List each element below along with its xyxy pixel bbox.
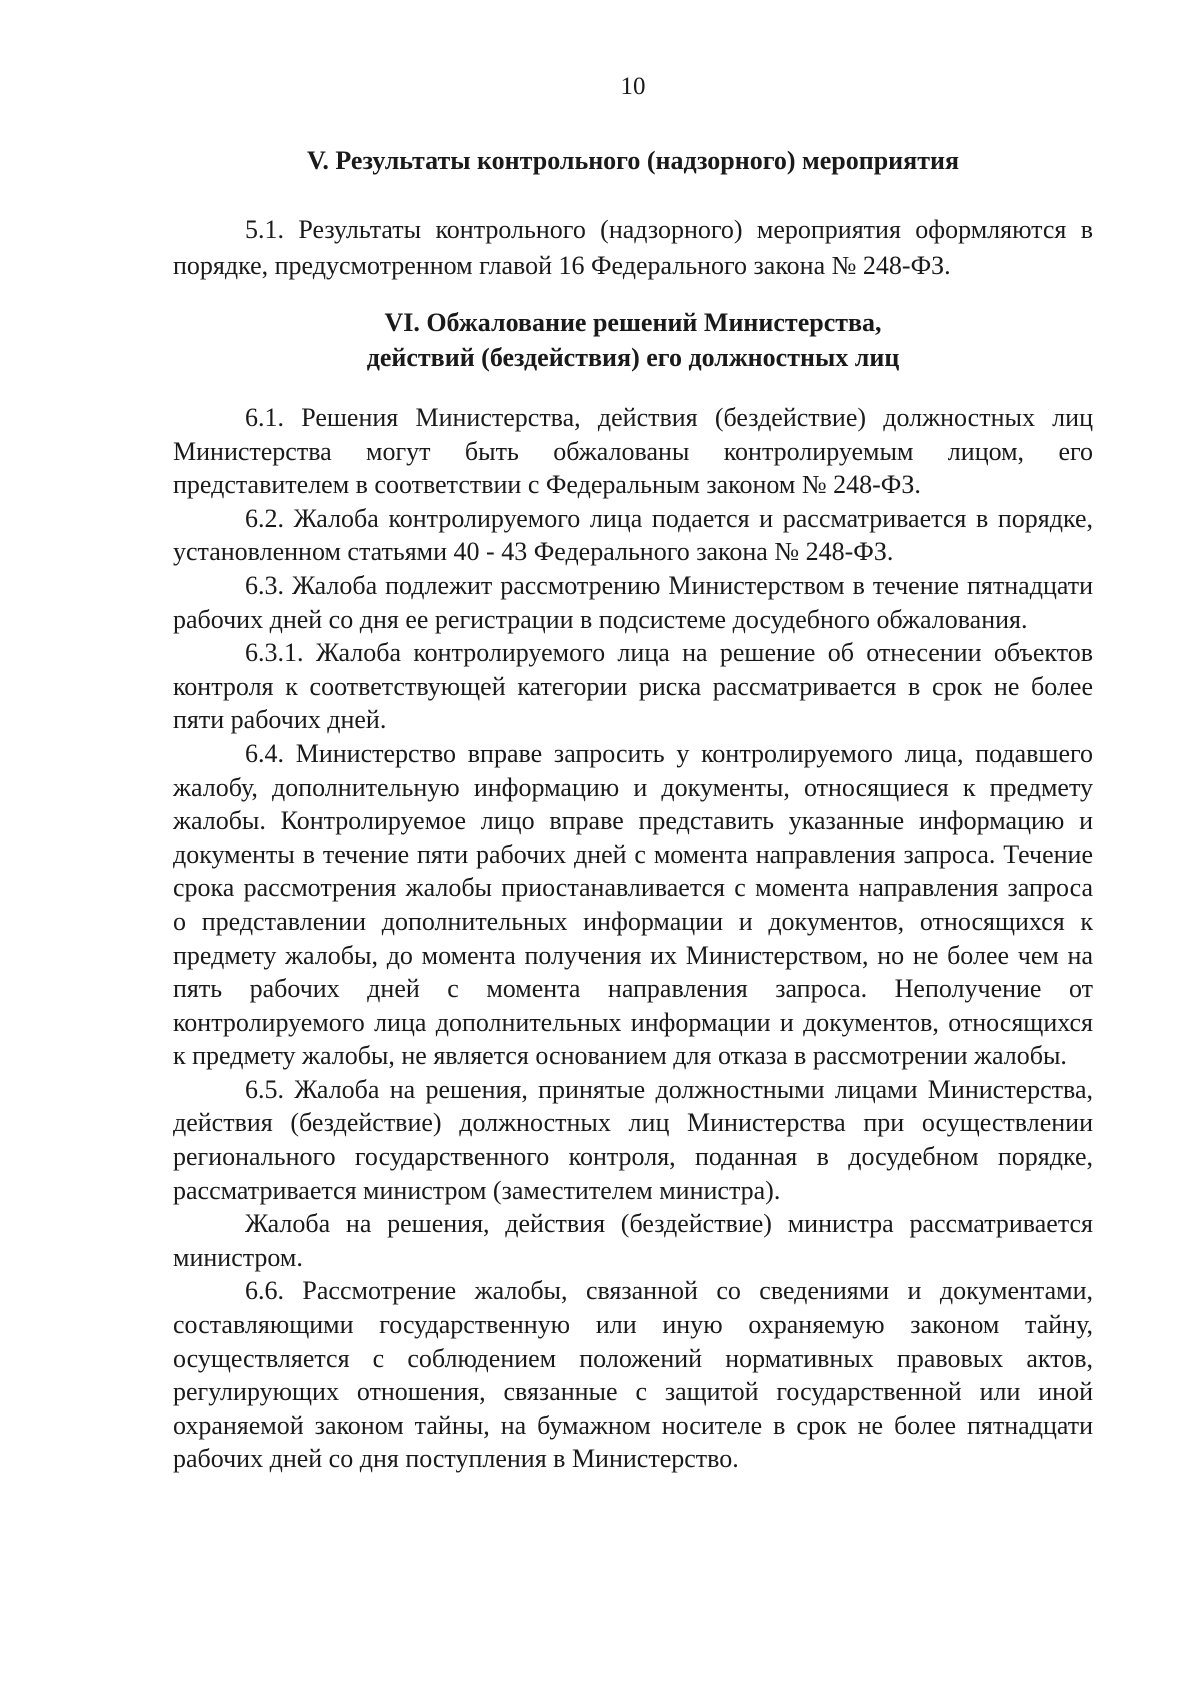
section-6-body — [173, 401, 1093, 1476]
paragraph-6-6: 6.6. Рассмотрение жалобы, связанной со сведениями и документами, составляющими государственную или иную охраняемую законом тайну, осуществляется с соблюдением положений нормативных правовых актов, регулирующих отношения, связанные с защитой государственной или иной охраняемой законом тайны, на бумажном носителе в срок не более пятнадцати рабочих дней со дня поступления в Министерство. — [173, 1276, 1093, 1474]
paragraph-6-3: 6.3. Жалоба подлежит рассмотрению Министерством в течение пятнадцати рабочих дней со дня ее регистрации в подсистеме досудебного обжалования. — [173, 570, 1093, 634]
page-number: 10 — [620, 73, 646, 100]
section-6-heading — [173, 305, 1093, 375]
paragraph-6-5: 6.5. Жалоба на решения, принятые должностными лицами Министерства, действия (бездействие) должностных лиц Министерства при осуществлении регионального государственного контроля, поданная в досудебном порядке, рассматривается министром (заместителем министра). — [173, 1074, 1093, 1205]
section-6-heading-line-1: VI. Обжалование решений Министерства, — [384, 308, 882, 337]
paragraph-6-2: 6.2. Жалоба контролируемого лица подается и рассматривается в порядке, установленном статьями 40 - 43 Федерального закона № 248-ФЗ. — [173, 503, 1093, 567]
paragraph-6-1: 6.1. Решения Министерства, действия (бездействие) должностных лиц Министерства могут быть обжалованы контролируемым лицом, его представителем в соответствии с Федеральным законом № 248-ФЗ. — [173, 403, 1093, 500]
section-5-heading: V. Результаты контрольного (надзорного) мероприятия — [306, 146, 960, 175]
paragraph-6-4: 6.4. Министерство вправе запросить у контролируемого лица, подавшего жалобу, дополнительную информацию и документы, относящиеся к предмету жалобы. Контролируемое лицо вправе представить указанные информацию и документы в течение пяти рабочих дней с момента направления запроса. Течение срока рассмотрения жалобы приостанавливается с момента направления запроса о представлении дополнительных информации и документов, относящихся к предмету жалобы, до момента получения их Министерством, но не более чем на пять рабочих дней с момента направления запроса. Неполучение от контролируемого лица дополнительных информации и документов, относящихся к предмету жалобы, не является основанием для отказа в рассмотрении жалобы. — [173, 738, 1093, 1071]
paragraph-6-3-1: 6.3.1. Жалоба контролируемого лица на решение об отнесении объектов контроля к соответствующей категории риска рассматривается в срок не более пяти рабочих дней. — [173, 638, 1093, 735]
paragraph-5-1: 5.1. Результаты контрольного (надзорного) мероприятия оформляются в порядке, предусмотренном главой 16 Федерального закона № 248-ФЗ. — [173, 215, 1093, 280]
section-6-heading-line-2: действий (бездействия) его должностных лиц — [366, 343, 900, 372]
section-5-body — [173, 212, 1093, 284]
paragraph-6-5-minister: Жалоба на решения, действия (бездействие) министра рассматривается министром. — [173, 1209, 1093, 1272]
